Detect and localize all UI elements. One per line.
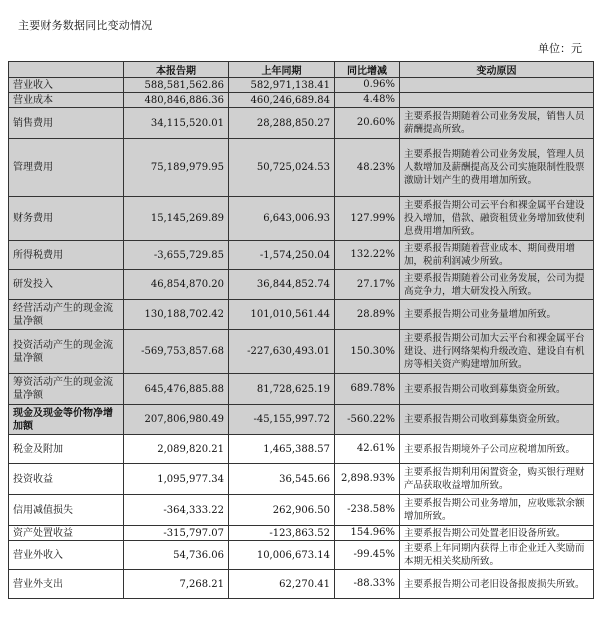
row-current-period-value: 480,846,886.36 [124,93,229,108]
table-row [9,526,594,541]
row-yoy-change-value: 150.30% [335,330,400,374]
row-yoy-change-value: 2,898.93% [335,464,400,495]
table-row [9,435,594,464]
row-item-label: 现金及现金等价物净增加额 [9,405,124,435]
header-current-period: 本报告期 [124,62,229,78]
table-row [9,270,594,300]
table-row [9,374,594,405]
row-prior-period-value: 1,465,388.57 [229,435,335,464]
row-current-period-value: 2,089,820.21 [124,435,229,464]
row-yoy-change-value: -238.58% [335,495,400,526]
row-prior-period-value: 262,906.50 [229,495,335,526]
row-prior-period-value: 6,643,006.93 [229,197,335,241]
row-yoy-change-value: 154.96% [335,526,400,541]
header-prior-period: 上年同期 [229,62,335,78]
table-header-row [9,62,594,78]
row-prior-period-value: 62,270.41 [229,570,335,599]
row-prior-period-value: 28,288,850.27 [229,108,335,139]
row-yoy-change-value: 48.23% [335,139,400,197]
row-prior-period-value: -45,155,997.72 [229,405,335,435]
row-change-reason: 主要系报告期公司老旧设备报废损失所致。 [400,570,594,599]
row-yoy-change-value: 27.17% [335,270,400,300]
row-prior-period-value: 81,728,625.19 [229,374,335,405]
row-item-label: 税金及附加 [9,435,124,464]
row-item-label: 经营活动产生的现金流量净额 [9,300,124,330]
row-current-period-value: 15,145,269.89 [124,197,229,241]
row-current-period-value: 588,581,562.86 [124,78,229,93]
row-item-label: 营业外支出 [9,570,124,599]
row-change-reason: 主要系上年同期内获得上市企业迁入奖励而本期无相关奖励所致。 [400,541,594,570]
row-change-reason: 主要系报告期公司加大云平台和裸金属平台建设、进行网络架构升级改造、建设自有机房等相关资产购建增加所致。 [400,330,594,374]
row-yoy-change-value: 127.99% [335,197,400,241]
header-item [9,62,124,78]
row-current-period-value: -364,333.22 [124,495,229,526]
row-prior-period-value: 10,006,673.14 [229,541,335,570]
table-row [9,495,594,526]
row-current-period-value: -569,753,857.68 [124,330,229,374]
row-prior-period-value: 460,246,689.84 [229,93,335,108]
row-yoy-change-value: 689.78% [335,374,400,405]
row-item-label: 营业成本 [9,93,124,108]
row-prior-period-value: 36,545.66 [229,464,335,495]
table-row [9,93,594,108]
row-yoy-change-value: 42.61% [335,435,400,464]
row-yoy-change-value: -560.22% [335,405,400,435]
row-current-period-value: 130,188,702.42 [124,300,229,330]
row-current-period-value: 7,268.21 [124,570,229,599]
row-current-period-value: 34,115,520.01 [124,108,229,139]
row-yoy-change-value: 4.48% [335,93,400,108]
row-prior-period-value: -1,574,250.04 [229,241,335,270]
unit-label: 单位：元 [538,42,582,55]
row-current-period-value: 645,476,885.88 [124,374,229,405]
row-prior-period-value: 50,725,024.53 [229,139,335,197]
row-item-label: 销售费用 [9,108,124,139]
table-row [9,464,594,495]
row-change-reason: 主要系报告期随着公司业务发展，销售人员薪酬提高所致。 [400,108,594,139]
row-item-label: 研发投入 [9,270,124,300]
row-item-label: 投资收益 [9,464,124,495]
row-current-period-value: -3,655,729.85 [124,241,229,270]
header-change-reason: 变动原因 [400,62,594,78]
row-prior-period-value: -123,863.52 [229,526,335,541]
row-change-reason: 主要系报告期公司云平台和裸金属平台建设投入增加，借款、融资租赁业务增加致使利息费用增加所致。 [400,197,594,241]
table-row [9,541,594,570]
row-prior-period-value: 582,971,138.41 [229,78,335,93]
row-change-reason: 主要系报告期公司收到募集资金所致。 [400,405,594,435]
row-prior-period-value: 101,010,561.44 [229,300,335,330]
table-row [9,570,594,599]
row-change-reason: 主要系报告期公司业务增加，应收账款余额增加所致。 [400,495,594,526]
row-item-label: 营业外收入 [9,541,124,570]
row-current-period-value: 1,095,977.34 [124,464,229,495]
row-current-period-value: 75,189,979.95 [124,139,229,197]
row-item-label: 营业收入 [9,78,124,93]
row-change-reason: 主要系报告期随着营业成本、期间费用增加，税前利润减少所致。 [400,241,594,270]
row-change-reason: 主要系报告期境外子公司应税增加所致。 [400,435,594,464]
row-current-period-value: -315,797.07 [124,526,229,541]
financial-data-table [8,61,594,599]
row-item-label: 资产处置收益 [9,526,124,541]
row-item-label: 筹资活动产生的现金流量净额 [9,374,124,405]
row-change-reason: 主要系报告期公司业务量增加所致。 [400,300,594,330]
row-current-period-value: 54,736.06 [124,541,229,570]
table-row [9,197,594,241]
row-change-reason [400,93,594,108]
row-change-reason: 主要系报告期利用闲置资金，购买银行理财产品获取收益增加所致。 [400,464,594,495]
document-title: 主要财务数据同比变动情况 [18,19,153,32]
row-yoy-change-value: 0.96% [335,78,400,93]
row-yoy-change-value: 132.22% [335,241,400,270]
row-current-period-value: 207,806,980.49 [124,405,229,435]
row-prior-period-value: -227,630,493.01 [229,330,335,374]
row-change-reason: 主要系报告期公司收到募集资金所致。 [400,374,594,405]
table-row [9,78,594,93]
row-current-period-value: 46,854,870.20 [124,270,229,300]
table-row [9,330,594,374]
table-row [9,405,594,435]
row-item-label: 信用减值损失 [9,495,124,526]
header-yoy-change: 同比增减 [335,62,400,78]
table-row [9,108,594,139]
row-change-reason: 主要系报告期公司处置老旧设备所致。 [400,526,594,541]
row-yoy-change-value: 20.60% [335,108,400,139]
table-row [9,241,594,270]
row-yoy-change-value: -99.45% [335,541,400,570]
row-yoy-change-value: -88.33% [335,570,400,599]
row-item-label: 所得税费用 [9,241,124,270]
table-row [9,139,594,197]
row-item-label: 财务费用 [9,197,124,241]
row-item-label: 投资活动产生的现金流量净额 [9,330,124,374]
row-change-reason: 主要系报告期随着公司业务发展，管理人员人数增加及薪酬提高及公司实施限制性股票激励计划产生的费用增加所致。 [400,139,594,197]
row-item-label: 管理费用 [9,139,124,197]
row-prior-period-value: 36,844,852.74 [229,270,335,300]
row-change-reason [400,78,594,93]
table-row [9,300,594,330]
row-yoy-change-value: 28.89% [335,300,400,330]
row-change-reason: 主要系报告期随着公司业务发展，公司为提高竞争力，增大研发投入所致。 [400,270,594,300]
